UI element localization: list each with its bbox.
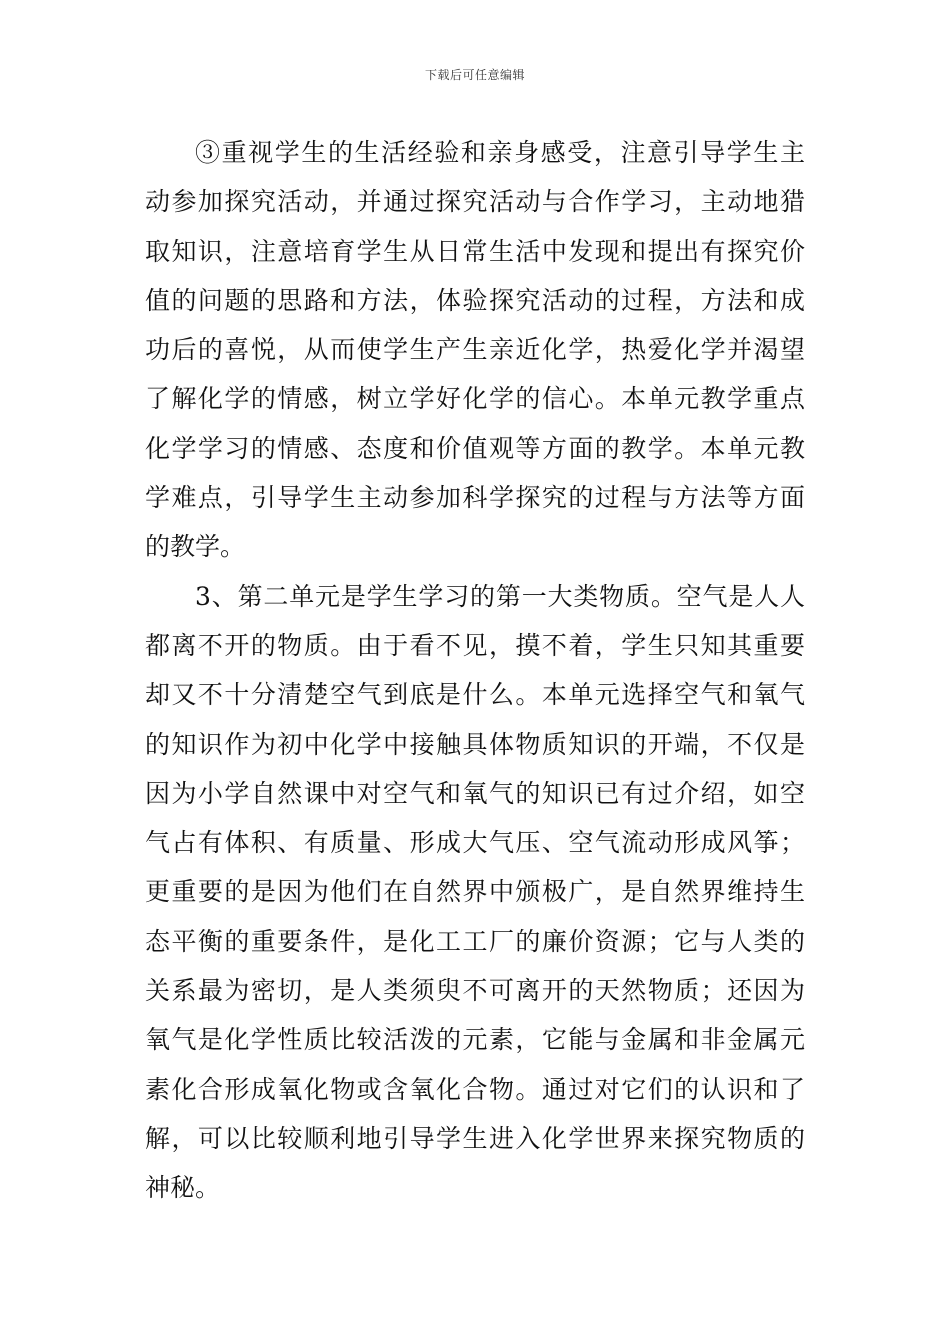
text-line: 氧气是化学性质比较活泼的元素，它能与金属和非金属元 (145, 1025, 805, 1055)
text-line: 都离不开的物质。由于看不见，摸不着，学生只知其重要 (145, 630, 805, 660)
text-line: 值的问题的思路和方法，体验探究活动的过程，方法和成 (145, 285, 805, 315)
text-line: 动参加探究活动，并通过探究活动与合作学习，主动地猎 (145, 187, 805, 217)
page-header: 下载后可任意编辑 (424, 68, 525, 82)
text-line: 关系最为密切，是人类须臾不可离开的天然物质；还因为 (145, 976, 805, 1006)
text-line: 更重要的是因为他们在自然界中颁极广，是自然界维持生 (145, 877, 805, 907)
text-line: 学难点，引导学生主动参加科学探究的过程与方法等方面 (145, 483, 805, 513)
text-line: ③重视学生的生活经验和亲身感受，注意引导学生主 (195, 138, 805, 167)
text-line: 取知识，注意培育学生从日常生活中发现和提出有探究价 (145, 236, 805, 266)
text-line: 素化合形成氧化物或含氧化合物。通过对它们的认识和了 (145, 1074, 805, 1104)
text-line: 的教学。 (145, 532, 246, 562)
text-line: 了解化学的情感，树立学好化学的信心。本单元教学重点 (145, 384, 805, 414)
text-line: 神秘。 (145, 1173, 221, 1203)
text-line: 功后的喜悦，从而使学生产生亲近化学，热爱化学并渴望 (145, 335, 805, 365)
document-body (145, 128, 805, 1213)
text-line: 态平衡的重要条件，是化工工厂的廉价资源；它与人类的 (145, 926, 805, 956)
text-line: 化学学习的情感、态度和价值观等方面的教学。本单元教 (145, 433, 805, 463)
paragraph-2 (145, 572, 805, 1213)
text-line: 却又不十分清楚空气到底是什么。本单元选择空气和氧气 (145, 680, 805, 710)
text-line: 3、第二单元是学生学习的第一大类物质。空气是人人 (195, 581, 805, 611)
text-line: 解，可以比较顺利地引导学生进入化学世界来探究物质的 (145, 1123, 805, 1153)
paragraph-1 (145, 128, 805, 572)
text-line: 的知识作为初中化学中接触具体物质知识的开端，不仅是 (145, 729, 805, 759)
text-line: 气占有体积、有质量、形成大气压、空气流动形成风筝； (145, 828, 805, 858)
text-line: 因为小学自然课中对空气和氧气的知识已有过介绍，如空 (145, 778, 805, 808)
